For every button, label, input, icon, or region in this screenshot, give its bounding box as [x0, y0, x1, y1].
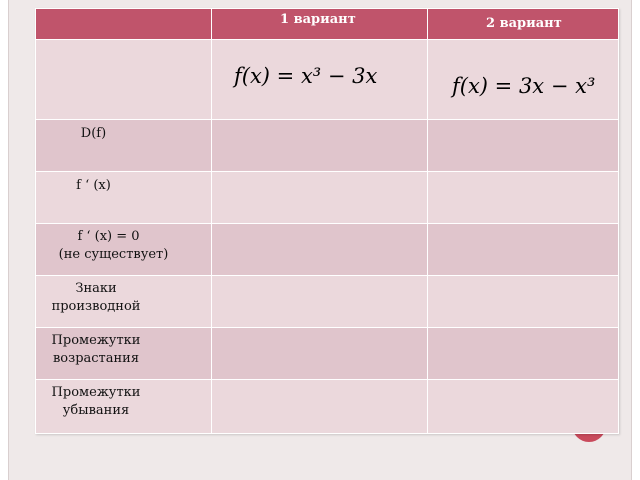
row-label-decreasing: Промежутки убывания [36, 380, 212, 434]
row-label-derivative: f ‘ (x) [36, 172, 212, 224]
formula-row [36, 40, 619, 120]
cell-signs-v1 [212, 276, 428, 328]
formula-cell-variant-2 [428, 40, 619, 120]
cell-increasing-v1 [212, 328, 428, 380]
header-row [36, 9, 619, 40]
table-row [36, 224, 619, 276]
formula-variant-2: f(x) = 3x − x³ [452, 74, 596, 98]
cell-decreasing-v2 [428, 380, 619, 434]
row-label-signs: Знаки производной [36, 276, 212, 328]
table-row [36, 380, 619, 434]
header-cell-variant-1 [212, 9, 428, 40]
table-row [36, 276, 619, 328]
cell-derivative-v2 [428, 172, 619, 224]
cell-critical-v2 [428, 224, 619, 276]
table-row [36, 120, 619, 172]
row-label-domain: D(f) [36, 120, 212, 172]
cell-derivative-v1 [212, 172, 428, 224]
cell-domain-v2 [428, 120, 619, 172]
comparison-table [35, 8, 619, 434]
header-cell-variant-2 [428, 9, 619, 40]
row-label-increasing: Промежутки возрастания [36, 328, 212, 380]
header-variant-1: 1 вариант [280, 12, 356, 27]
cell-critical-v1 [212, 224, 428, 276]
formula-variant-1: f(x) = x³ − 3x [234, 64, 378, 88]
table-row [36, 328, 619, 380]
formula-cell-variant-1 [212, 40, 428, 120]
row-label-critical-points: f ‘ (x) = 0 (не существует) [36, 224, 212, 276]
header-variant-2: 2 вариант [486, 16, 562, 31]
cell-increasing-v2 [428, 328, 619, 380]
cell-domain-v1 [212, 120, 428, 172]
cell-decreasing-v1 [212, 380, 428, 434]
cell-signs-v2 [428, 276, 619, 328]
header-cell-empty [36, 9, 212, 40]
table-row [36, 172, 619, 224]
formula-label-cell [36, 40, 212, 120]
